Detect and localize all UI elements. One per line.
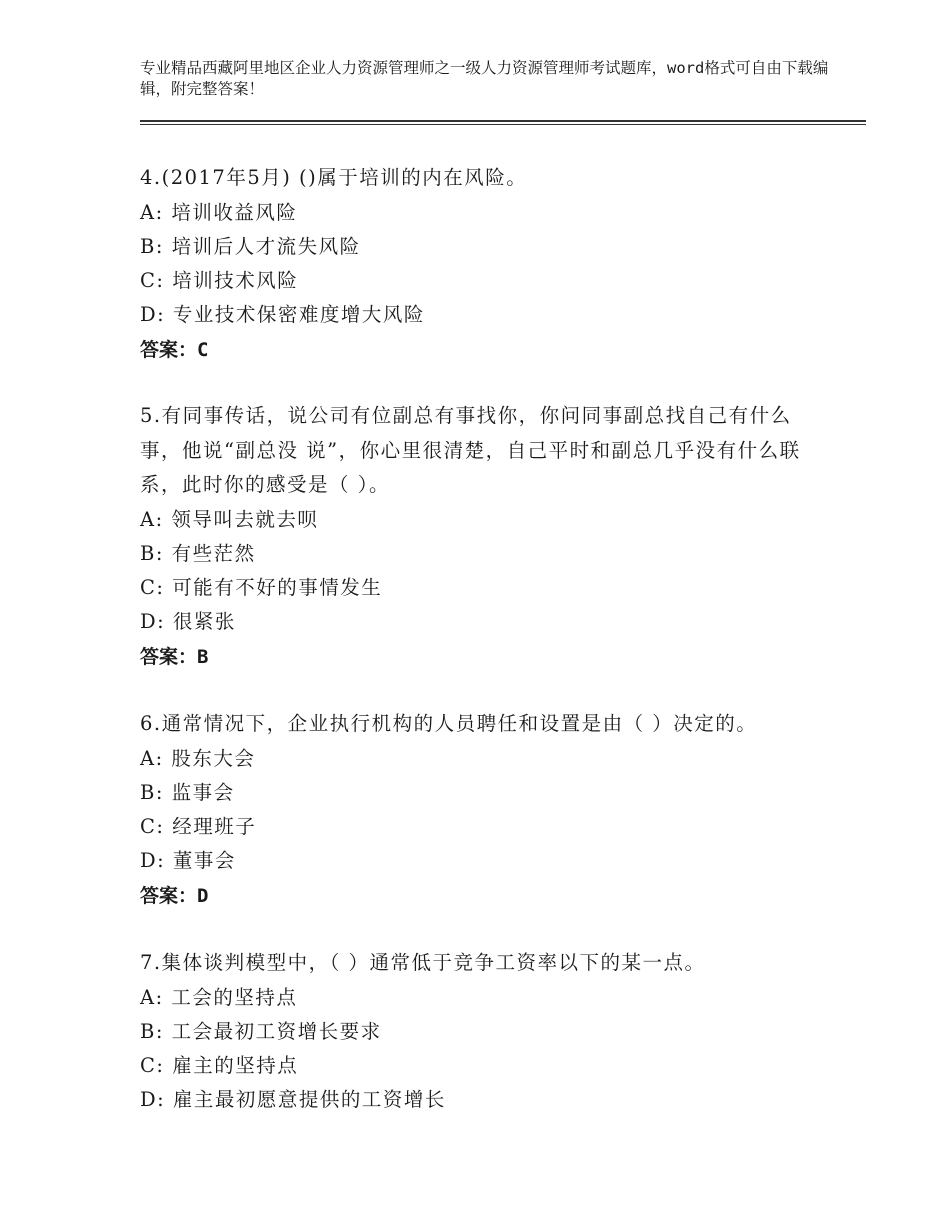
option-d: D: 很紧张: [140, 610, 236, 634]
option-d: D: 雇主最初愿意提供的工资增长: [140, 1088, 446, 1112]
option-b: B: 培训后人才流失风险: [140, 234, 361, 258]
option-c: C: 雇主的坚持点: [140, 1054, 299, 1078]
option-b: B: 工会最初工资增长要求: [140, 1019, 382, 1043]
option-c: C: 培训技术风险: [140, 269, 299, 293]
question-text: 4.(2017年5月) ()属于培训的内在风险。: [140, 166, 528, 189]
question-5: [140, 399, 830, 674]
option-a: A: 工会的坚持点: [140, 985, 298, 1009]
question-6: [140, 707, 830, 913]
header-divider-thin: [140, 124, 866, 125]
option-b: B: 有些茫然: [140, 541, 256, 565]
question-7: [140, 946, 830, 1118]
option-d: D: 董事会: [140, 849, 236, 873]
option-a: A: 培训收益风险: [140, 200, 298, 224]
option-a: A: 股东大会: [140, 746, 256, 770]
question-4: [140, 161, 830, 367]
option-c: C: 可能有不好的事情发生: [140, 576, 383, 600]
answer-line: 答案：C: [140, 338, 209, 361]
question-text: 7.集体谈判模型中，（ ）通常低于竞争工资率以下的某一点。: [140, 951, 706, 974]
option-b: B: 监事会: [140, 780, 235, 804]
question-text: 5.有同事传话，说公司有位副总有事找你，你问同事副总找自己有什么事，他说“副总没 说”，你心里很清楚，自己平时和副总几乎没有什么联系，此时你的感受是（ ）。: [140, 404, 801, 496]
option-a: A: 领导叫去就去呗: [140, 507, 319, 531]
document-header: 专业精品西藏阿里地区企业人力资源管理师之一级人力资源管理师考试题库，word格式可自由下载编辑，附完整答案！: [140, 59, 829, 98]
answer-line: 答案：D: [140, 884, 209, 907]
question-text: 6.通常情况下，企业执行机构的人员聘任和设置是由（ ）决定的。: [140, 712, 758, 735]
answer-line: 答案：B: [140, 645, 209, 668]
option-d: D: 专业技术保密难度增大风险: [140, 303, 425, 327]
option-c: C: 经理班子: [140, 815, 257, 839]
header-divider-thick: [140, 120, 866, 122]
